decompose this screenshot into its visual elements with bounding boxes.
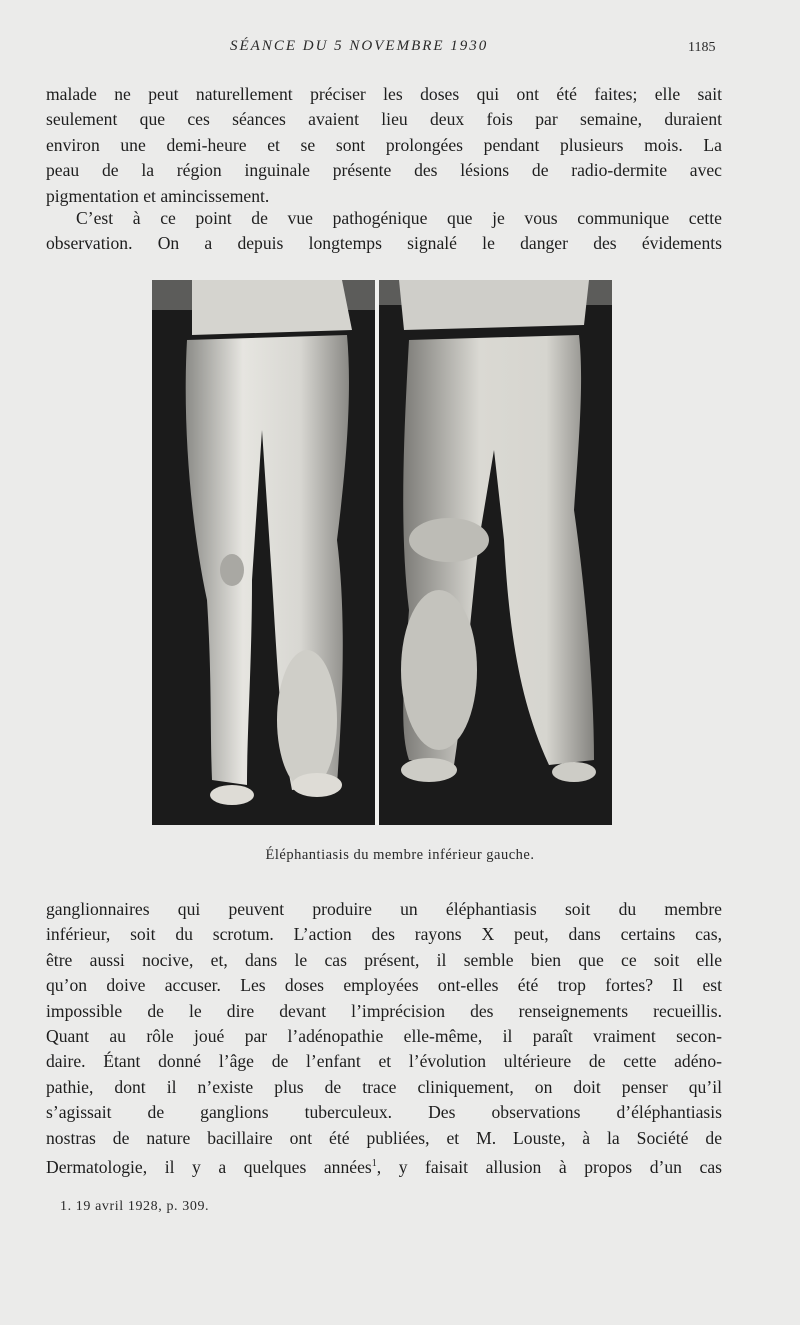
text-line: daire. Étant donné l’âge de l’enfant et l’évolution ultérieure de cette adéno-	[46, 1051, 722, 1072]
text-fragment: Dermatologie, il y a quelques années	[46, 1156, 372, 1177]
text-line-with-footnote	[46, 1151, 722, 1180]
running-title: SÉANCE DU 5 NOVEMBRE 1930	[230, 38, 489, 54]
text-line: pigmentation et amincissement.	[46, 185, 270, 206]
text-line: qu’on doive accuser. Les doses employées ont-elles été trop fortes? Il est	[46, 975, 722, 996]
text-line: peau de la région inguinale présente des lésions de radio-dermite avec	[46, 160, 722, 181]
text-line: malade ne peut naturellement préciser les doses qui ont été faites; elle sait	[46, 84, 722, 104]
paragraph-1	[46, 82, 722, 209]
footnote: 1. 19 avril 1928, p. 309.	[60, 1199, 210, 1214]
text-line: inférieur, soit du scrotum. L’action des rayons X peut, dans certains cas,	[46, 924, 722, 945]
text-line: pathie, dont il n’existe plus de trace cliniquement, on doit penser qu’il	[46, 1076, 722, 1097]
paragraph-2	[46, 206, 722, 257]
figure-caption: Éléphantiasis du membre inférieur gauche.	[265, 847, 535, 863]
text-line: Quant au rôle joué par l’adénopathie elle-même, il paraît vraiment secon-	[46, 1026, 722, 1047]
figure-photographs	[152, 280, 612, 825]
text-line: être aussi nocive, et, dans le cas présent, il semble bien que ce soit elle	[46, 949, 722, 970]
text-line: s’agissait de ganglions tuberculeux. Des observations d’éléphantiasis	[46, 1102, 722, 1123]
text-line: observation. On a depuis longtemps signalé le danger des évidements	[46, 233, 722, 254]
text-line: seulement que ces séances avaient lieu deux fois par semaine, duraient	[46, 109, 722, 130]
footnote-marker: 1	[371, 1158, 377, 1170]
text-fragment: , y faisait allusion à propos d’un cas	[376, 1156, 722, 1177]
text-line: impossible de le dire devant l’imprécision des renseignements recueillis.	[46, 1000, 722, 1021]
text-line: nostras de nature bacillaire ont été publiées, et M. Louste, à la Société de	[46, 1127, 722, 1148]
text-line: ganglionnaires qui peuvent produire un éléphantiasis soit du membre	[46, 899, 722, 919]
page-header	[0, 38, 800, 60]
front-view-photo	[152, 280, 375, 825]
paragraph-3	[46, 897, 722, 1180]
back-view-photo	[379, 280, 612, 825]
text-line: C’est à ce point de vue pathogénique que je vous communique cette	[76, 208, 722, 228]
text-line: environ une demi-heure et se sont prolongées pendant plusieurs mois. La	[46, 134, 722, 155]
page-number: 1185	[688, 40, 716, 55]
